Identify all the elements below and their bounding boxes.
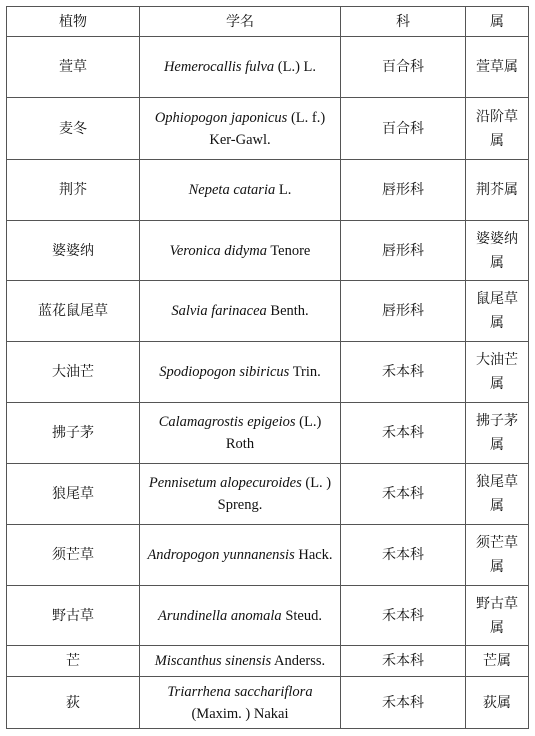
- family-cell: 禾本科: [341, 525, 466, 586]
- sci-plain: Trin.: [289, 364, 321, 380]
- genus-cell: 大油芒属: [466, 342, 529, 403]
- family-cell: 禾本科: [341, 342, 466, 403]
- scientific-name-cell: [140, 586, 341, 646]
- family-cell: 唇形科: [341, 221, 466, 281]
- sci-italic: Nepeta cataria: [188, 182, 276, 198]
- family-cell: 唇形科: [341, 281, 466, 342]
- genus-cell: 婆婆纳属: [466, 221, 529, 281]
- table-row: [7, 464, 529, 525]
- plant-cell: 蓝花鼠尾草: [7, 281, 140, 342]
- family-cell: 禾本科: [341, 677, 466, 729]
- table-row: [7, 281, 529, 342]
- sci-plain: Benth.: [266, 303, 309, 319]
- plant-cell: 荻: [7, 677, 140, 729]
- sci-plain: Steud.: [281, 607, 322, 624]
- sci-plain: Anderss.: [271, 653, 326, 669]
- plant-cell: 婆婆纳: [7, 221, 140, 281]
- table-row: [7, 586, 529, 646]
- scientific-name-cell: [140, 221, 341, 281]
- plant-cell: 大油芒: [7, 342, 140, 403]
- sci-italic: Pennisetum alopecuroides: [148, 475, 302, 491]
- scientific-name-cell: [140, 646, 341, 677]
- sci-plain: Tenore: [266, 242, 311, 259]
- sci-plain: (L.) L.: [274, 59, 317, 75]
- table-row: [7, 98, 529, 160]
- sci-italic: Veronica didyma: [169, 242, 267, 259]
- scientific-name-cell: [140, 464, 341, 525]
- header-family: 科: [341, 7, 466, 37]
- scientific-name-cell: [140, 281, 341, 342]
- table-row: [7, 221, 529, 281]
- family-cell: 禾本科: [341, 464, 466, 525]
- table-row: [7, 403, 529, 464]
- table-row: [7, 342, 529, 403]
- table-row: [7, 677, 529, 729]
- header-plant: 植物: [7, 7, 140, 37]
- plant-cell: 拂子茅: [7, 403, 140, 464]
- family-cell: 唇形科: [341, 160, 466, 221]
- scientific-name-cell: [140, 403, 341, 464]
- scientific-name-cell: [140, 677, 341, 729]
- plant-cell: 萱草: [7, 37, 140, 98]
- plant-cell: 麦冬: [7, 98, 140, 160]
- sci-italic: Hemerocallis fulva: [163, 59, 275, 75]
- table-row: [7, 646, 529, 677]
- table-row: [7, 160, 529, 221]
- genus-cell: 须芒草属: [466, 525, 529, 586]
- genus-cell: 狼尾草属: [466, 464, 529, 525]
- table-row: [7, 525, 529, 586]
- sci-italic: Triarrhena sacchariflora: [167, 683, 313, 700]
- sci-plain: (L.) Roth: [225, 414, 322, 452]
- header-genus: 属: [466, 7, 529, 37]
- genus-cell: 荻属: [466, 677, 529, 729]
- sci-italic: Calamagrostis epigeios: [158, 414, 296, 430]
- sci-plain: (L. ) Spreng.: [217, 475, 332, 513]
- genus-cell: 萱草属: [466, 37, 529, 98]
- plant-cell: 芒: [7, 646, 140, 677]
- genus-cell: 拂子茅属: [466, 403, 529, 464]
- header-scientific-name: 学名: [140, 7, 341, 37]
- sci-italic: Andropogon yunnanensis: [147, 547, 295, 563]
- genus-cell: 荆芥属: [466, 160, 529, 221]
- genus-cell: 野古草属: [466, 586, 529, 646]
- family-cell: 禾本科: [341, 403, 466, 464]
- family-cell: 禾本科: [341, 586, 466, 646]
- sci-plain: (L. f.) Ker-Gawl.: [209, 109, 326, 148]
- sci-plain: L.: [275, 182, 292, 198]
- scientific-name-cell: [140, 37, 341, 98]
- sci-italic: Ophiopogon japonicus: [154, 109, 288, 126]
- scientific-name-cell: [140, 342, 341, 403]
- sci-plain: (Maxim. ) Nakai: [191, 705, 289, 722]
- scientific-name-cell: [140, 98, 341, 160]
- family-cell: 百合科: [341, 98, 466, 160]
- sci-italic: Salvia farinacea: [171, 303, 267, 319]
- header-row: [7, 7, 529, 37]
- family-cell: 禾本科: [341, 646, 466, 677]
- plant-cell: 野古草: [7, 586, 140, 646]
- genus-cell: 鼠尾草属: [466, 281, 529, 342]
- scientific-name-cell: [140, 160, 341, 221]
- scientific-name-cell: [140, 525, 341, 586]
- family-cell: 百合科: [341, 37, 466, 98]
- sci-italic: Arundinella anomala: [158, 607, 282, 624]
- sci-italic: Spodiopogon sibiricus: [159, 364, 290, 380]
- plant-cell: 狼尾草: [7, 464, 140, 525]
- plant-cell: 须芒草: [7, 525, 140, 586]
- plant-table: [6, 6, 529, 729]
- sci-plain: Hack.: [294, 547, 333, 563]
- table-row: [7, 37, 529, 98]
- sci-italic: Miscanthus sinensis: [154, 653, 272, 669]
- genus-cell: 芒属: [466, 646, 529, 677]
- plant-cell: 荆芥: [7, 160, 140, 221]
- genus-cell: 沿阶草属: [466, 98, 529, 160]
